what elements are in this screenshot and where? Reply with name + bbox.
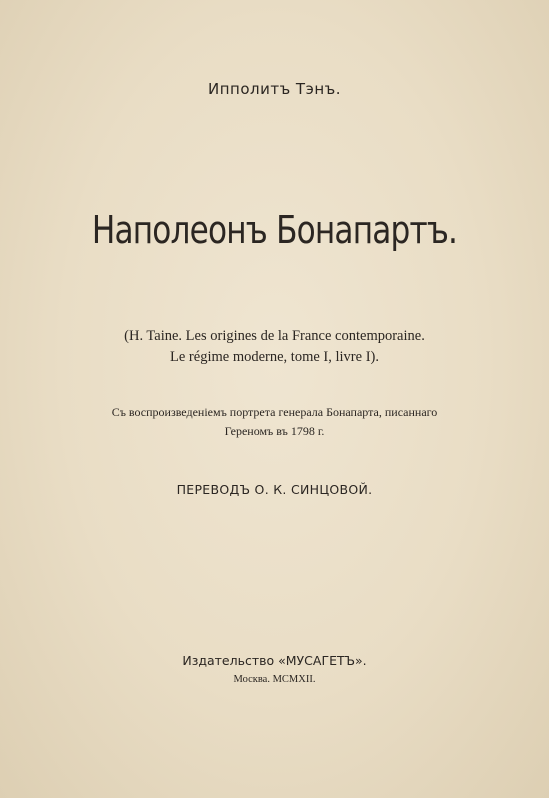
original-title-line-2: Le régime moderne, tome I, livre I). <box>170 349 379 365</box>
translator-credit: ПЕРЕВОДЪ О. К. СИНЦОВОЙ. <box>176 482 373 497</box>
author-name: Ипполитъ Тэнъ. <box>207 80 342 98</box>
publisher-name: Издательство «МУСАГЕТЪ». <box>182 653 367 668</box>
portrait-note-line-2: Гереномъ въ 1798 г. <box>224 424 325 438</box>
original-title-line-1: (H. Taine. Les origines de la France contemporaine. <box>124 328 425 344</box>
book-title: Наполеонъ Бонапартъ. <box>91 208 458 252</box>
place-and-year: Москва. MCMXII. <box>233 674 316 685</box>
portrait-note-line-1: Съ воспроизведенiемъ портрета генерала Бонапарта, писаннаго <box>111 405 438 419</box>
